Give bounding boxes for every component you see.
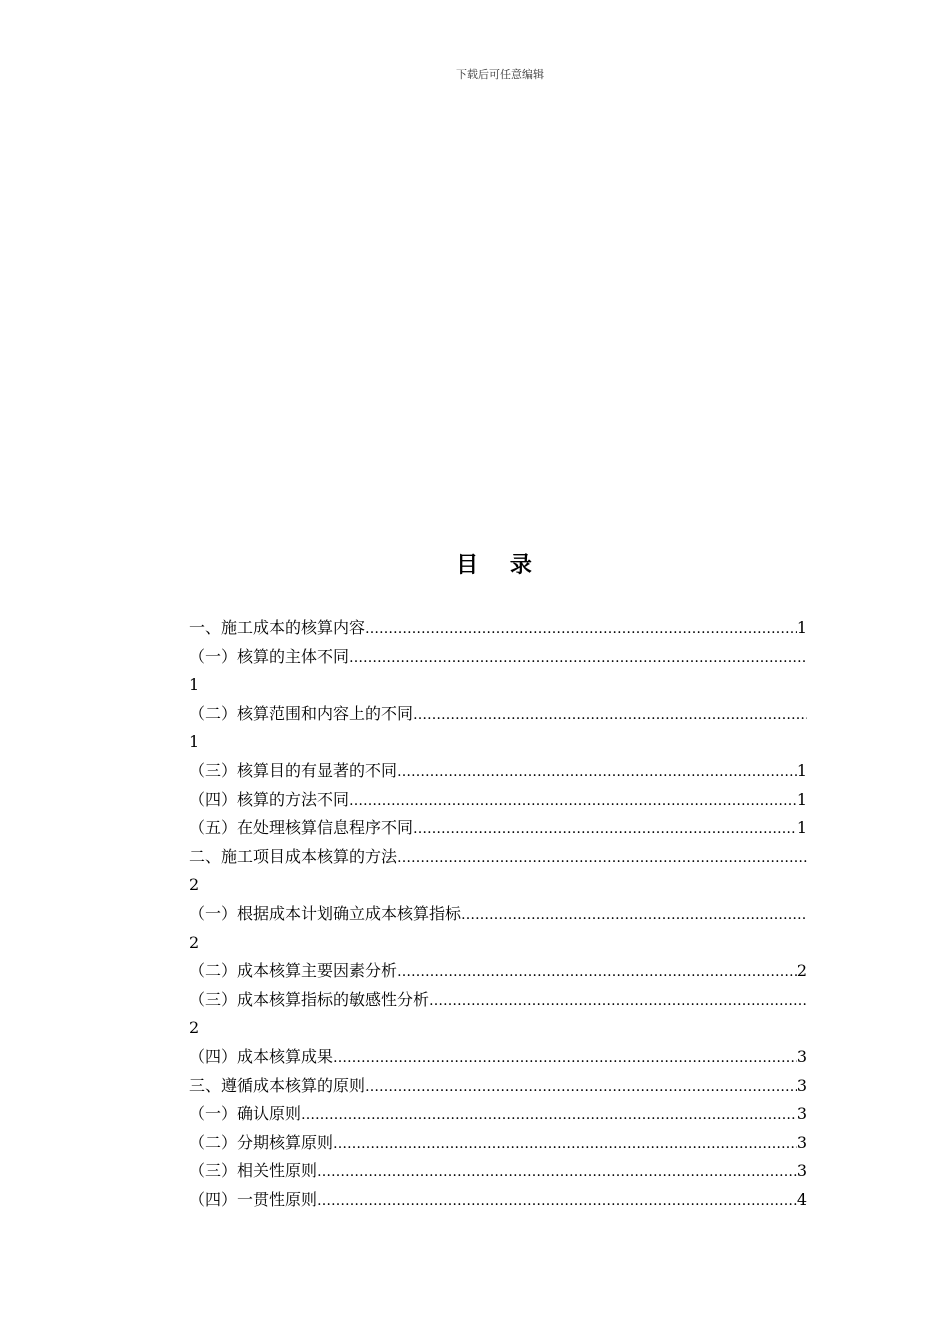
toc-leader-dots: [365, 615, 797, 644]
toc-entry[interactable]: [189, 986, 807, 1015]
toc-leader-dots: [317, 1158, 797, 1187]
toc-entry[interactable]: [189, 1072, 807, 1101]
toc-entry[interactable]: [189, 643, 807, 672]
toc-entry[interactable]: [189, 814, 807, 843]
toc-leader-dots: [461, 901, 807, 930]
toc-entry-page: 1: [796, 618, 807, 637]
toc-leader-dots: [429, 987, 807, 1016]
toc-leader-dots: [301, 1101, 797, 1130]
toc-entry[interactable]: [189, 843, 807, 872]
toc-leader-dots: [349, 787, 797, 816]
toc-entry-label: （四）一贯性原则: [189, 1189, 318, 1209]
toc-entry-page: 2: [189, 875, 200, 895]
toc-entry[interactable]: [189, 614, 807, 643]
toc-entry-label: （二）核算范围和内容上的不同: [189, 703, 414, 723]
toc-entry-page: 3: [796, 1075, 807, 1095]
toc-entry[interactable]: [189, 786, 807, 815]
toc-leader-dots: [413, 815, 797, 844]
toc-entry-label: （四）成本核算成果: [189, 1046, 334, 1066]
toc-entry-label: 三、遵循成本核算的原则: [189, 1075, 366, 1095]
toc-entry-label: 一、施工成本的核算内容: [189, 618, 366, 637]
toc-entry-page: 3: [796, 1161, 807, 1181]
toc-entry-label: （三）成本核算指标的敏感性分析: [189, 989, 430, 1009]
toc-entry-page: 4: [796, 1189, 807, 1209]
toc-entry-label: （三）核算目的有显著的不同: [189, 760, 398, 780]
toc-leader-dots: [333, 1044, 797, 1073]
toc-entry-page: 1: [189, 675, 200, 695]
toc-entry-page: 1: [796, 818, 807, 838]
toc-entry[interactable]: [189, 900, 807, 929]
toc-entry-page: 3: [796, 1104, 807, 1124]
toc-leader-dots: [413, 701, 807, 730]
toc-entry-page: 1: [796, 760, 807, 780]
toc-entry-page: 1: [189, 732, 200, 752]
toc-entry[interactable]: [189, 1129, 807, 1158]
toc-entry[interactable]: [189, 700, 807, 729]
toc-entry-label: （二）成本核算主要因素分析: [189, 961, 398, 981]
toc-entry-label: （五）在处理核算信息程序不同: [189, 818, 414, 838]
toc-entry-page: 2: [189, 932, 200, 952]
toc-leader-dots: [397, 958, 797, 987]
toc-leader-dots: [397, 844, 807, 873]
header-note: 下载后可任意编辑: [456, 68, 544, 81]
toc-entry[interactable]: [189, 957, 807, 986]
toc-leader-dots: [333, 1130, 797, 1159]
toc-entry-label: 二、施工项目成本核算的方法: [189, 846, 398, 866]
toc-entry[interactable]: [189, 757, 807, 786]
toc-entry-page: 1: [796, 789, 807, 809]
toc-entry-label: （一）根据成本计划确立成本核算指标: [189, 903, 462, 923]
toc-entry[interactable]: [189, 1186, 807, 1215]
toc-entry-page: 2: [189, 1018, 200, 1038]
toc-entry[interactable]: [189, 1100, 807, 1129]
toc-title: 目 录: [456, 552, 544, 578]
toc-leader-dots: [365, 1073, 797, 1102]
toc-entry-label: （二）分期核算原则: [189, 1132, 334, 1152]
toc-entry-label: （一）核算的主体不同: [189, 646, 350, 666]
toc-leader-dots: [349, 644, 807, 673]
toc-leader-dots: [317, 1187, 797, 1216]
toc-entry-page: 3: [796, 1046, 807, 1066]
toc-entry-label: （三）相关性原则: [189, 1161, 318, 1181]
toc-leader-dots: [397, 758, 797, 787]
toc-entry-page: 2: [796, 961, 807, 981]
toc-entry[interactable]: [189, 1157, 807, 1186]
table-of-contents: [189, 614, 807, 1214]
toc-entry-label: （一）确认原则: [189, 1104, 302, 1124]
toc-entry[interactable]: [189, 1043, 807, 1072]
toc-entry-label: （四）核算的方法不同: [189, 789, 350, 809]
toc-entry-page: 3: [796, 1132, 807, 1152]
